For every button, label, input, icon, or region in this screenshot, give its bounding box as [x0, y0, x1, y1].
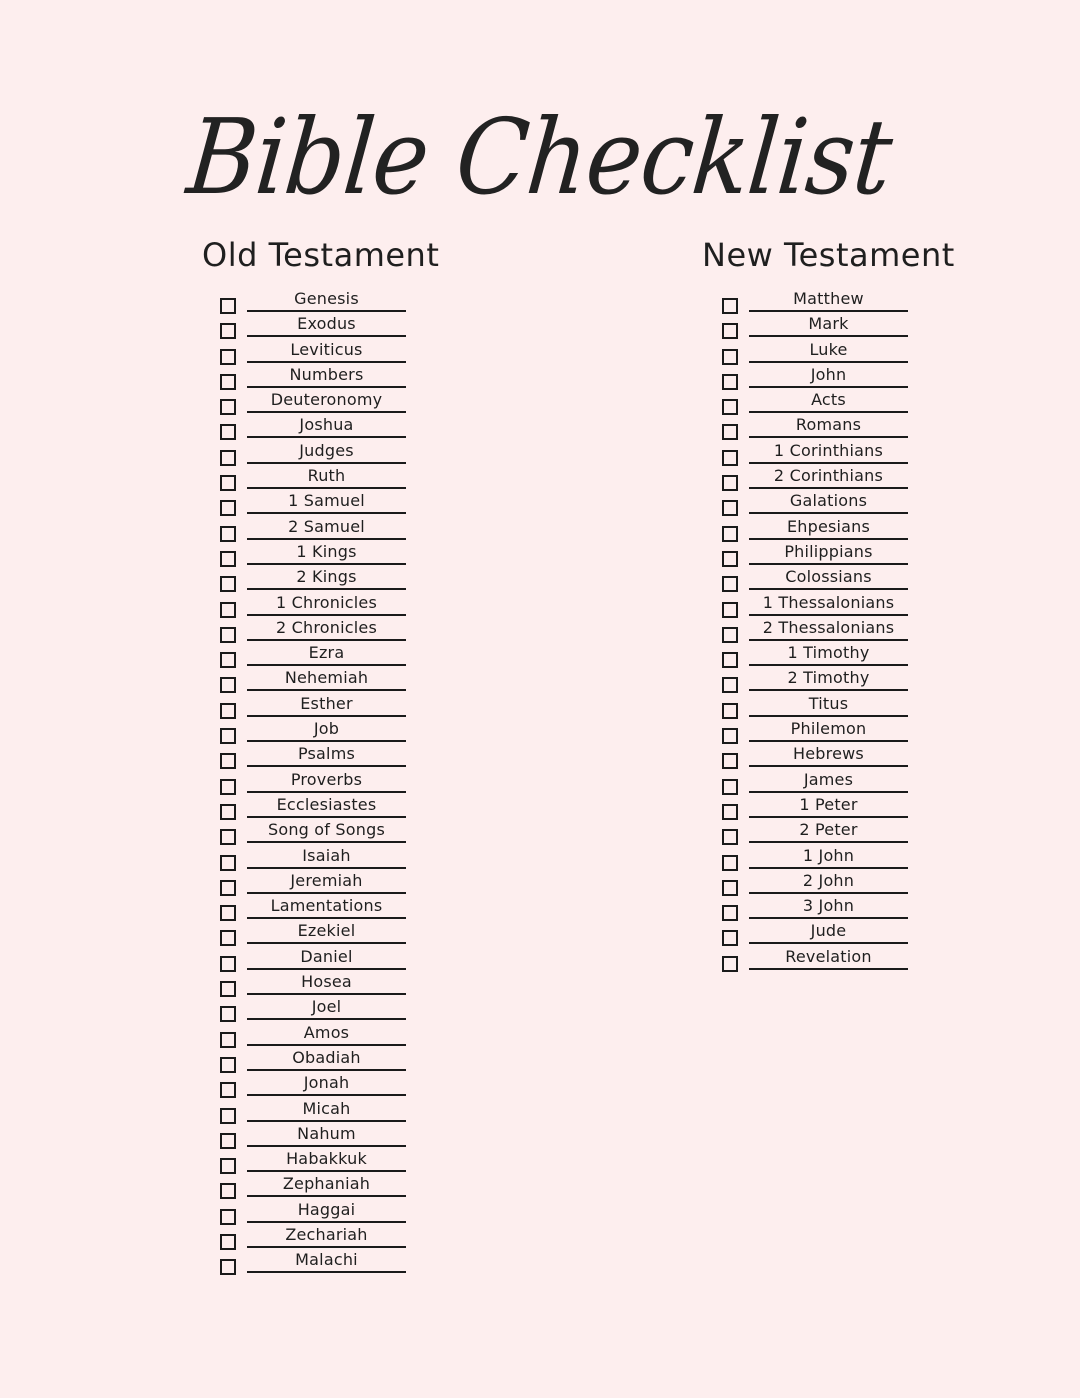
- checkbox[interactable]: [220, 880, 236, 896]
- underline: [749, 462, 908, 464]
- checklist-item: [220, 1148, 410, 1173]
- checkbox[interactable]: [220, 1209, 236, 1225]
- book-name: Judges: [299, 440, 354, 460]
- checklist-item: [722, 617, 912, 642]
- checkbox[interactable]: [722, 475, 738, 491]
- checklist-item: [722, 667, 912, 692]
- checkbox[interactable]: [220, 500, 236, 516]
- underline: [749, 689, 908, 691]
- checklist-item: [722, 490, 912, 515]
- underline: [247, 841, 406, 843]
- old-testament-heading: Old Testament: [202, 236, 440, 274]
- checkbox[interactable]: [220, 981, 236, 997]
- book-name: Genesis: [294, 289, 359, 308]
- underline: [749, 765, 908, 767]
- checklist-item: [722, 566, 912, 591]
- checkbox[interactable]: [722, 349, 738, 365]
- underline: [247, 588, 406, 590]
- underline: [247, 664, 406, 666]
- checklist-item: [220, 617, 410, 642]
- checklist-item: [722, 541, 912, 566]
- book-name: Job: [313, 719, 340, 739]
- book-name: Daniel: [300, 946, 353, 966]
- checkbox[interactable]: [722, 399, 738, 415]
- checkbox[interactable]: [220, 1183, 236, 1199]
- checklist-item: [722, 769, 912, 794]
- underline: [749, 614, 908, 616]
- checkbox[interactable]: [220, 450, 236, 466]
- underline: [247, 715, 406, 717]
- book-name: Ruth: [307, 466, 346, 486]
- underline: [247, 1271, 406, 1273]
- underline: [247, 1094, 406, 1096]
- checkbox[interactable]: [722, 323, 738, 339]
- book-name: 2 Timothy: [787, 668, 870, 688]
- checkbox[interactable]: [722, 576, 738, 592]
- checklist-item: [722, 339, 912, 364]
- checklist-item: [220, 541, 410, 566]
- book-name: Malachi: [295, 1250, 358, 1270]
- book-name: Exodus: [297, 314, 356, 334]
- underline: [247, 942, 406, 944]
- checkbox[interactable]: [722, 500, 738, 516]
- underline: [247, 335, 406, 337]
- checklist-item: [220, 465, 410, 490]
- underline: [247, 614, 406, 616]
- checklist-item: [722, 946, 912, 971]
- book-name: Ezekiel: [297, 921, 356, 941]
- underline: [247, 1044, 406, 1046]
- checklist-item: [722, 389, 912, 414]
- checkbox[interactable]: [220, 298, 236, 314]
- checkbox[interactable]: [220, 652, 236, 668]
- book-name: 2 Thessalonians: [762, 617, 895, 637]
- underline: [247, 917, 406, 919]
- checkbox[interactable]: [220, 526, 236, 542]
- underline: [247, 361, 406, 363]
- underline: [247, 310, 406, 312]
- page-title: Bible Checklist: [182, 96, 897, 218]
- book-name: John: [810, 364, 847, 384]
- book-name: 2 Corinthians: [773, 466, 884, 486]
- underline: [749, 538, 908, 540]
- checklist-item: [220, 1123, 410, 1148]
- book-name: Habakkuk: [286, 1149, 367, 1169]
- underline: [247, 386, 406, 388]
- book-name: Philemon: [790, 719, 867, 739]
- underline: [247, 968, 406, 970]
- checklist-item: [220, 794, 410, 819]
- book-name: 2 Peter: [799, 820, 858, 840]
- checklist-item: [220, 693, 410, 718]
- book-name: Leviticus: [290, 339, 363, 359]
- underline: [247, 1069, 406, 1071]
- checkbox[interactable]: [220, 323, 236, 339]
- underline: [749, 942, 908, 944]
- checkbox[interactable]: [220, 1057, 236, 1073]
- book-name: 1 Timothy: [787, 643, 870, 663]
- checklist-item: [220, 414, 410, 439]
- book-name: Esther: [300, 693, 353, 713]
- underline: [749, 791, 908, 793]
- book-name: Joshua: [299, 415, 354, 435]
- checklist-item: [220, 718, 410, 743]
- underline: [247, 1018, 406, 1020]
- checklist-item: [722, 440, 912, 465]
- book-name: Ezra: [308, 643, 345, 663]
- checklist-item: [722, 414, 912, 439]
- underline: [247, 993, 406, 995]
- book-name: Revelation: [785, 946, 872, 966]
- checklist-item: [220, 895, 410, 920]
- book-name: 2 Kings: [296, 567, 357, 587]
- underline: [247, 740, 406, 742]
- checklist-item: [722, 592, 912, 617]
- checkbox[interactable]: [722, 526, 738, 542]
- checkbox[interactable]: [220, 753, 236, 769]
- checklist-item: [220, 592, 410, 617]
- book-name: Isaiah: [302, 845, 351, 865]
- checklist-item: [220, 490, 410, 515]
- checkbox[interactable]: [722, 930, 738, 946]
- underline: [247, 791, 406, 793]
- underline: [247, 1246, 406, 1248]
- underline: [749, 588, 908, 590]
- underline: [247, 563, 406, 565]
- book-name: 1 Chronicles: [275, 592, 377, 612]
- checklist-item: [220, 389, 410, 414]
- underline: [247, 1120, 406, 1122]
- checkbox[interactable]: [220, 374, 236, 390]
- checklist-item: [722, 693, 912, 718]
- checkbox[interactable]: [722, 374, 738, 390]
- book-name: Philippians: [784, 541, 873, 561]
- checklist-item: [220, 920, 410, 945]
- checklist-item: [220, 1022, 410, 1047]
- checklist-item: [722, 794, 912, 819]
- book-name: Micah: [302, 1098, 351, 1118]
- book-name: 1 Kings: [296, 541, 357, 561]
- checklist-item: [220, 1224, 410, 1249]
- checkbox[interactable]: [220, 1259, 236, 1275]
- checklist-item: [722, 364, 912, 389]
- checkbox[interactable]: [220, 956, 236, 972]
- book-name: Luke: [809, 339, 848, 359]
- checkbox[interactable]: [722, 652, 738, 668]
- checklist-item: [220, 667, 410, 692]
- new-testament-heading: New Testament: [702, 236, 955, 274]
- checkbox[interactable]: [722, 829, 738, 845]
- checklist-item: [220, 440, 410, 465]
- checkbox[interactable]: [722, 677, 738, 693]
- checkbox[interactable]: [722, 753, 738, 769]
- checklist-item: [220, 845, 410, 870]
- book-name: 1 Peter: [799, 794, 858, 814]
- checkbox[interactable]: [220, 829, 236, 845]
- checkbox[interactable]: [220, 930, 236, 946]
- checkbox[interactable]: [220, 349, 236, 365]
- underline: [247, 436, 406, 438]
- checkbox[interactable]: [722, 627, 738, 643]
- underline: [749, 386, 908, 388]
- underline: [749, 310, 908, 312]
- checkbox[interactable]: [220, 602, 236, 618]
- book-name: Romans: [795, 415, 862, 435]
- checkbox[interactable]: [722, 728, 738, 744]
- book-name: Jonah: [303, 1073, 350, 1093]
- checkbox[interactable]: [220, 905, 236, 921]
- book-name: 1 Thessalonians: [762, 592, 895, 612]
- book-name: Amos: [303, 1022, 350, 1042]
- checklist-item: [722, 288, 912, 313]
- checklist-item: [220, 1098, 410, 1123]
- underline: [749, 563, 908, 565]
- book-name: 2 John: [802, 870, 855, 890]
- old-testament-list: [220, 288, 410, 1275]
- underline: [247, 538, 406, 540]
- book-name: 1 Corinthians: [773, 440, 884, 460]
- checkbox[interactable]: [220, 627, 236, 643]
- book-name: Jude: [810, 921, 847, 941]
- checkbox[interactable]: [220, 1133, 236, 1149]
- checklist-item: [220, 1199, 410, 1224]
- underline: [749, 867, 908, 869]
- checklist-item: [220, 743, 410, 768]
- checkbox[interactable]: [220, 1234, 236, 1250]
- book-name: Obadiah: [292, 1047, 361, 1067]
- underline: [247, 689, 406, 691]
- checklist-item: [220, 996, 410, 1021]
- underline: [247, 411, 406, 413]
- checkbox[interactable]: [722, 956, 738, 972]
- underline: [247, 639, 406, 641]
- checklist-item: [220, 1072, 410, 1097]
- checklist-item: [722, 642, 912, 667]
- checkbox[interactable]: [722, 779, 738, 795]
- book-name: Ehpesians: [786, 516, 871, 536]
- checkbox[interactable]: [722, 703, 738, 719]
- checklist-item: [220, 1047, 410, 1072]
- checklist-item: [722, 920, 912, 945]
- book-name: Hosea: [301, 972, 352, 992]
- underline: [247, 816, 406, 818]
- checkbox[interactable]: [722, 855, 738, 871]
- book-name: Matthew: [793, 289, 864, 308]
- underline: [247, 487, 406, 489]
- checklist-item: [722, 516, 912, 541]
- checklist-item: [220, 769, 410, 794]
- underline: [247, 1195, 406, 1197]
- checkbox[interactable]: [220, 424, 236, 440]
- book-name: Zechariah: [285, 1224, 368, 1244]
- checklist-item: [220, 971, 410, 996]
- book-name: Psalms: [297, 744, 356, 764]
- underline: [749, 487, 908, 489]
- book-name: Joel: [311, 997, 342, 1017]
- book-name: 2 Samuel: [288, 516, 365, 536]
- underline: [749, 968, 908, 970]
- underline: [749, 512, 908, 514]
- new-testament-list: [722, 288, 912, 971]
- checkbox[interactable]: [722, 880, 738, 896]
- checkbox[interactable]: [722, 905, 738, 921]
- checklist-item: [220, 819, 410, 844]
- underline: [749, 664, 908, 666]
- checkbox[interactable]: [220, 399, 236, 415]
- book-name: Mark: [808, 314, 849, 334]
- book-name: Nehemiah: [284, 668, 369, 688]
- new-testament-column: [702, 232, 955, 966]
- underline: [749, 639, 908, 641]
- book-name: 1 Samuel: [288, 491, 365, 511]
- underline: [247, 1221, 406, 1223]
- book-name: Proverbs: [290, 769, 363, 789]
- underline: [247, 765, 406, 767]
- checklist-item: [220, 288, 410, 313]
- book-name: Numbers: [289, 364, 364, 384]
- book-name: Jeremiah: [290, 870, 363, 890]
- book-name: Colossians: [785, 567, 872, 587]
- checklist-item: [220, 313, 410, 338]
- checklist-item: [722, 313, 912, 338]
- underline: [749, 917, 908, 919]
- book-name: Zephaniah: [282, 1174, 371, 1194]
- book-name: 1 John: [802, 845, 855, 865]
- book-name: Titus: [808, 693, 849, 713]
- checklist-item: [722, 465, 912, 490]
- checklist-item: [220, 1249, 410, 1274]
- checklist-item: [722, 895, 912, 920]
- checklist-item: [722, 819, 912, 844]
- checklist-item: [220, 339, 410, 364]
- checkbox[interactable]: [722, 804, 738, 820]
- checklist-item: [722, 718, 912, 743]
- book-name: Nahum: [297, 1123, 356, 1143]
- checkbox[interactable]: [722, 298, 738, 314]
- checkbox[interactable]: [220, 804, 236, 820]
- underline: [749, 335, 908, 337]
- book-name: 3 John: [802, 896, 855, 916]
- checkbox[interactable]: [220, 576, 236, 592]
- underline: [247, 892, 406, 894]
- checklist-item: [722, 845, 912, 870]
- underline: [749, 841, 908, 843]
- underline: [247, 867, 406, 869]
- book-name: Hebrews: [793, 744, 864, 764]
- book-name: Haggai: [297, 1199, 356, 1219]
- book-name: Acts: [811, 390, 846, 410]
- underline: [247, 512, 406, 514]
- underline: [749, 361, 908, 363]
- checkbox[interactable]: [220, 475, 236, 491]
- book-name: 2 Chronicles: [275, 617, 377, 637]
- checklist-item: [220, 364, 410, 389]
- checklist-item: [220, 516, 410, 541]
- checkbox[interactable]: [220, 1032, 236, 1048]
- checkbox[interactable]: [220, 1108, 236, 1124]
- checklist-item: [220, 946, 410, 971]
- checkbox[interactable]: [220, 855, 236, 871]
- underline: [749, 411, 908, 413]
- checklist-item: [220, 642, 410, 667]
- book-name: Song of Songs: [267, 820, 385, 840]
- underline: [247, 1170, 406, 1172]
- underline: [749, 715, 908, 717]
- checkbox[interactable]: [722, 602, 738, 618]
- checklist-item: [220, 566, 410, 591]
- checkbox[interactable]: [220, 1006, 236, 1022]
- book-name: Deuteronomy: [270, 390, 383, 410]
- checkbox[interactable]: [722, 450, 738, 466]
- checkbox[interactable]: [220, 728, 236, 744]
- checkbox[interactable]: [722, 551, 738, 567]
- checkbox[interactable]: [220, 551, 236, 567]
- underline: [749, 740, 908, 742]
- underline: [247, 462, 406, 464]
- book-name: James: [803, 769, 854, 789]
- underline: [749, 892, 908, 894]
- underline: [749, 816, 908, 818]
- checklist-item: [220, 870, 410, 895]
- checkbox[interactable]: [220, 1082, 236, 1098]
- checkbox[interactable]: [220, 1158, 236, 1174]
- checkbox[interactable]: [220, 779, 236, 795]
- checklist-item: [722, 870, 912, 895]
- book-name: Lamentations: [270, 896, 383, 916]
- checklist-item: [220, 1173, 410, 1198]
- underline: [247, 1145, 406, 1147]
- old-testament-column: [200, 232, 440, 1270]
- underline: [749, 436, 908, 438]
- book-name: Ecclesiastes: [276, 794, 377, 814]
- book-name: Galations: [789, 491, 868, 511]
- checklist-item: [722, 743, 912, 768]
- checkbox[interactable]: [722, 424, 738, 440]
- checkbox[interactable]: [220, 703, 236, 719]
- checkbox[interactable]: [220, 677, 236, 693]
